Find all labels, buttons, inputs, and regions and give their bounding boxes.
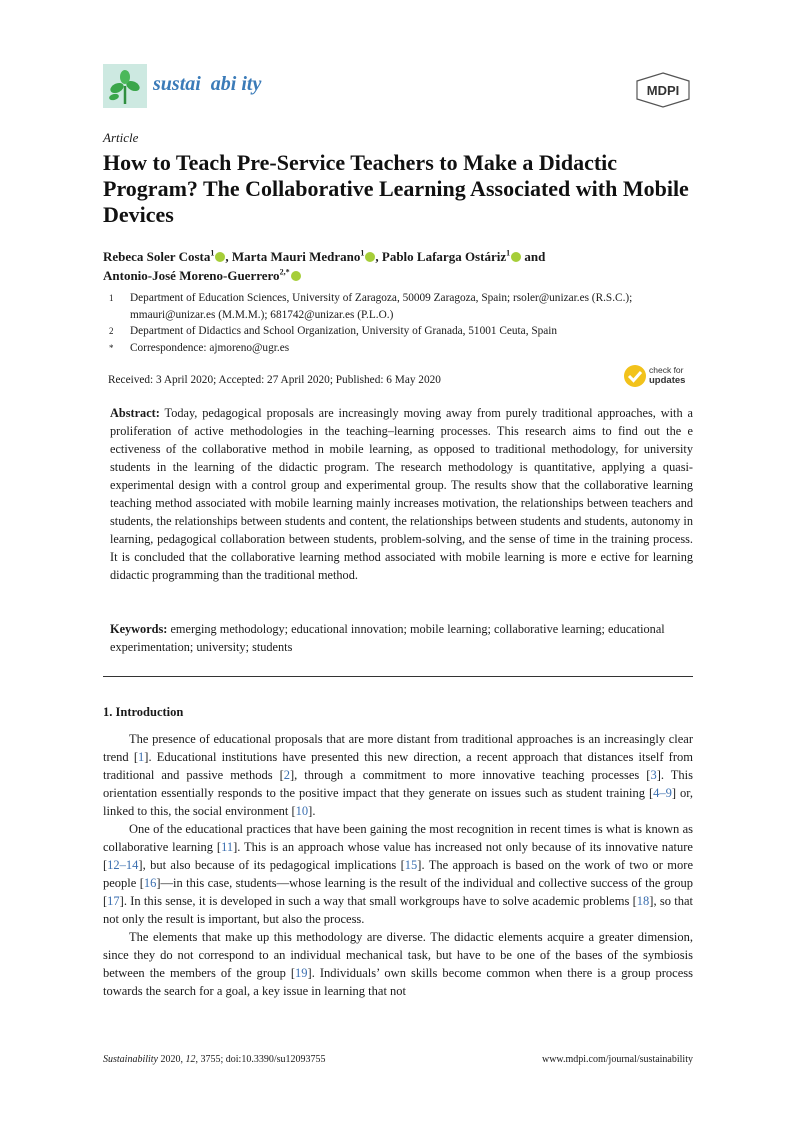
- article-title: How to Teach Pre-Service Teachers to Make a Didactic Program? The Collaborative Learning Associated with Mobile Devices: [103, 150, 689, 227]
- publisher-logo: [635, 72, 691, 108]
- body-text-run: ]—in this case, students—whose learning is the result of the individual and collective success of the group [: [103, 876, 693, 908]
- author-separator: ,: [225, 249, 232, 264]
- affiliation-text: Department of Didactics and School Organization, University of Granada, 51001 Ceuta, Spain: [130, 325, 558, 337]
- citation-link[interactable]: 16: [143, 876, 157, 890]
- correspondence-text: Correspondence: ajmoreno@ugr.es: [130, 342, 290, 354]
- author-list: [103, 247, 703, 285]
- journal-logo: [103, 64, 147, 108]
- footer-url[interactable]: www.mdpi.com/journal/sustainability: [541, 1054, 693, 1065]
- citation-link[interactable]: 15: [404, 858, 418, 872]
- body-text-run: The elements that make up this methodology are diverse. The didactic elements acquire a greater dimension, since they do not correspond to an individual mechanical task, but have to be one of the bases of the symbiosis between the members of the group [: [103, 930, 693, 980]
- article-type: Article: [103, 130, 139, 145]
- publisher-name: MDPI: [646, 83, 680, 98]
- body-text-run: ]. This is an approach whose value has increased not only because of its innovative nature [: [103, 840, 693, 872]
- body-text-run: ]. This orientation essentially responds to the positive impact that they generate on issues such as student training [: [103, 768, 693, 800]
- publication-dates: Received: 3 April 2020; Accepted: 27 April 2020; Published: 6 May 2020: [108, 374, 441, 386]
- body-text-run: ] or, linked to this, the social environment [: [103, 786, 693, 818]
- journal-name: sustai abi ity: [153, 73, 262, 95]
- affiliation-1: [103, 290, 703, 324]
- author-affiliation-mark: 2,*: [279, 267, 290, 277]
- mdpi-hexagon-icon: [635, 72, 691, 108]
- citation-link[interactable]: 19: [295, 966, 308, 980]
- correspondence: [103, 340, 703, 357]
- citation-link[interactable]: 2: [283, 768, 290, 782]
- keywords-text: emerging methodology; educational innovation; mobile learning; collaborative learning; educational experimentation; university; students: [110, 622, 665, 654]
- affiliation-number: 1: [109, 293, 114, 303]
- author-affiliation-mark: 1: [360, 248, 365, 258]
- author-name[interactable]: Rebeca Soler Costa: [103, 249, 211, 264]
- check-updates-icon: [623, 364, 647, 388]
- body-text-run: The presence of educational proposals that are more distant from traditional approaches is an increasingly clear trend [: [103, 732, 693, 764]
- body-text-run: ].: [308, 804, 316, 818]
- author-separator: ,: [375, 249, 382, 264]
- keywords: [110, 620, 693, 656]
- author-affiliation-mark: 1: [210, 248, 215, 258]
- affiliation-number: *: [109, 343, 114, 353]
- body-text-run: ]. The approach is based on the work of two or more people [: [103, 858, 693, 890]
- body-paragraph: [103, 820, 693, 928]
- check-updates-line2: updates: [649, 375, 686, 386]
- orcid-icon[interactable]: [365, 252, 375, 262]
- section-body: [103, 730, 693, 1000]
- citation-link[interactable]: 12–14: [107, 858, 139, 872]
- check-updates-line1: check for: [649, 365, 684, 375]
- body-text-run: One of the educational practices that have been gaining the most recognition in recent times is what is known as collaborative learning [: [103, 822, 693, 854]
- citation-link[interactable]: 4–9: [653, 786, 672, 800]
- affiliation-text: Department of Education Sciences, University of Zaragoza, 50009 Zaragoza, Spain; rsoler@unizar.es (R.S.C.); mmauri@unizar.es (M.M.M.); 681742@unizar.es (P.L.O.): [130, 292, 633, 321]
- citation-link[interactable]: 1: [138, 750, 145, 764]
- body-text-run: ], but also because of its pedagogical implications [: [138, 858, 405, 872]
- footer-doi[interactable]: , 3755; doi:10.3390/su12093755: [195, 1054, 326, 1065]
- citation-link[interactable]: 3: [650, 768, 657, 782]
- affiliation-2: [103, 323, 703, 340]
- footer-journal: Sustainability: [103, 1054, 158, 1065]
- author-name[interactable]: Marta Mauri Medrano: [231, 249, 361, 264]
- footer-year: 2020: [160, 1054, 181, 1065]
- affiliation-number: 2: [109, 326, 114, 336]
- check-updates-text: [649, 365, 685, 386]
- check-for-updates-badge[interactable]: [623, 364, 693, 390]
- orcid-icon[interactable]: [511, 252, 521, 262]
- section-heading: 1. Introduction: [103, 705, 184, 719]
- body-text-run: ], so that not only the result is important, but also the process.: [103, 894, 693, 926]
- citation-link[interactable]: 11: [221, 840, 234, 854]
- author-separator: and: [521, 249, 546, 264]
- plant-sprout-icon: [103, 64, 147, 108]
- body-text-run: ], through a commitment to more innovative teaching processes [: [289, 768, 651, 782]
- author-name[interactable]: Pablo Lafarga Ostáriz: [381, 249, 507, 264]
- body-text-run: ]. In this sense, it is developed in such a way that small workgroups have to solve academic problems [: [119, 894, 637, 908]
- orcid-icon[interactable]: [291, 271, 301, 281]
- footer-volume: 12: [185, 1054, 196, 1065]
- body-paragraph: [103, 730, 693, 820]
- abstract-text: Today, pedagogical proposals are increasingly moving away from purely traditional approaches, with a proliferation of active methodologies in the teaching–learning processes. This research aims to find out the e ectiveness of the collaborative method in mobile learning, as opposed to traditional methodology, for university students in the learning of the didactic program. The research methodology is quantitative, applying a quasi-experimental design with a control group and experimental group. The results show that the collaborative learning teaching method associated with mobile learning mainly increases motivation, the relationships between teachers and students, the relationships between students and content, the relationships between students and students, autonomy in learning, pedagogical collaboration between students, problem-solving, and the sense of time in the training process. It is concluded that the collaborative learning method associated with mobile learning is more e ective for learning didactic programming than the traditional method.: [110, 406, 693, 582]
- body-text-run: ]. Individuals’ own skills become common when there is a group process towards the search for a goal, a key issue in learning that not: [103, 966, 693, 998]
- keywords-label: Keywords:: [110, 622, 168, 636]
- author-name[interactable]: Antonio-José Moreno-Guerrero: [103, 268, 280, 283]
- body-text-run: ]. Educational institutions have presented this new direction, a recent approach that distances itself from traditional and passive methods [: [103, 750, 693, 782]
- citation-link[interactable]: 10: [295, 804, 309, 818]
- abstract-label: Abstract:: [110, 406, 160, 420]
- footer-citation: Sustainability 2020, 12, 3755; doi:10.3390/su12093755: [103, 1054, 326, 1065]
- citation-link[interactable]: 18: [636, 894, 650, 908]
- author-affiliation-mark: 1: [506, 248, 511, 258]
- abstract: [110, 404, 693, 584]
- body-paragraph: [103, 928, 693, 1000]
- section-divider: [103, 676, 693, 677]
- citation-link[interactable]: 17: [107, 894, 120, 908]
- orcid-icon[interactable]: [215, 252, 225, 262]
